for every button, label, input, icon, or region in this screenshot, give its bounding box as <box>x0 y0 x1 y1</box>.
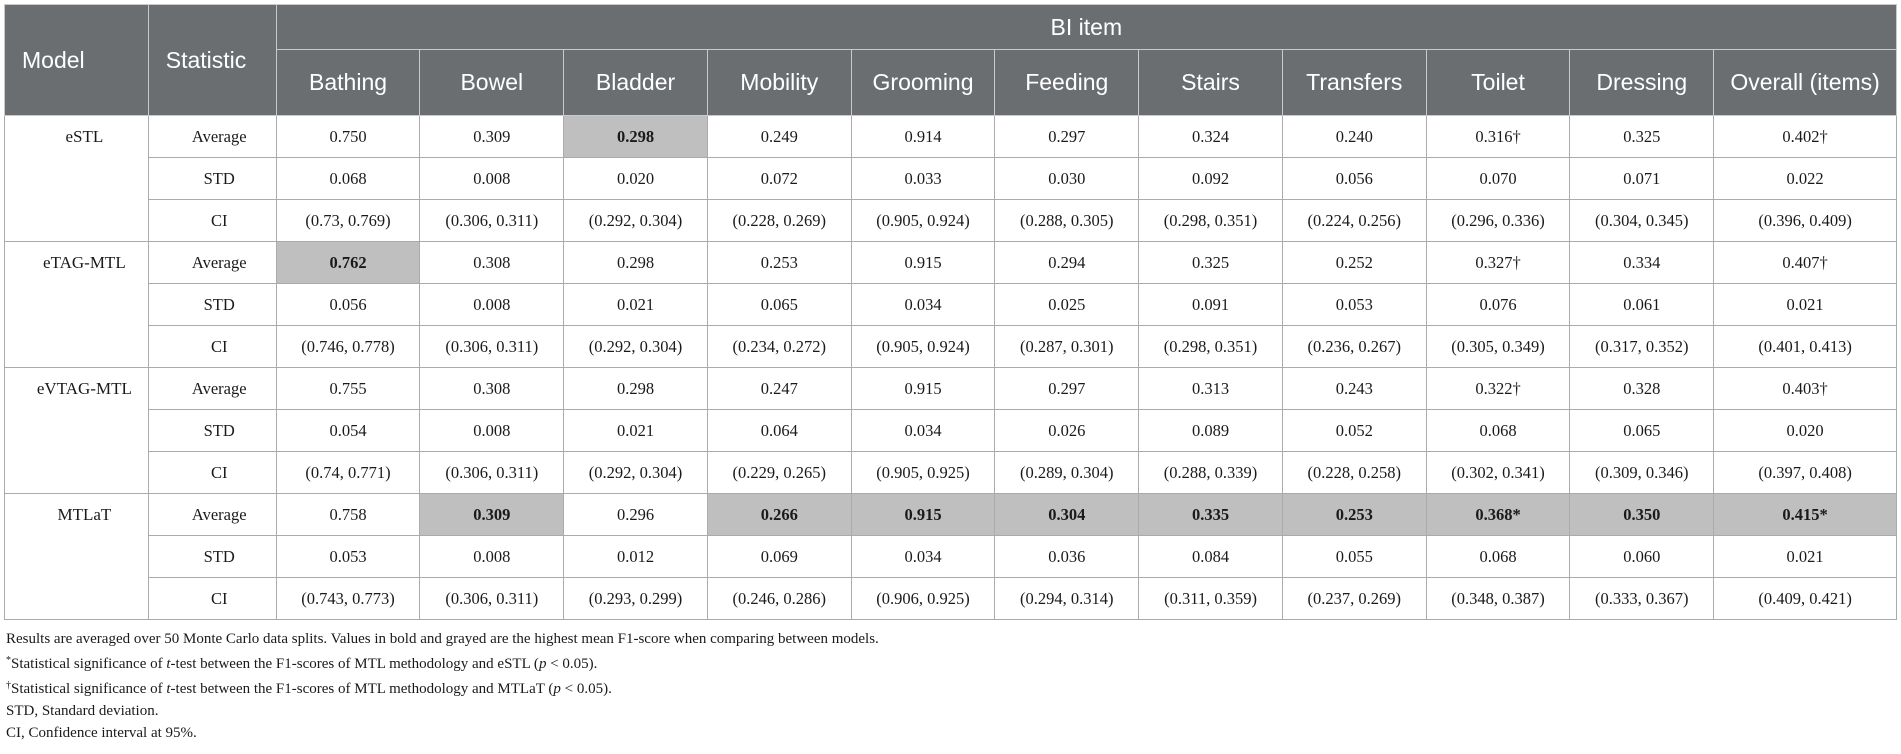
value-cell-best: 0.915 <box>851 494 995 536</box>
value-cell: (0.298, 0.351) <box>1139 326 1283 368</box>
column-header-bathing: Bathing <box>276 50 420 116</box>
column-header-bowel: Bowel <box>420 50 564 116</box>
value-cell: 0.308 <box>420 242 564 284</box>
column-header-stairs: Stairs <box>1139 50 1283 116</box>
column-header-bladder: Bladder <box>564 50 708 116</box>
header-row-columns <box>5 50 1897 116</box>
table-row <box>5 116 1897 158</box>
value-cell: (0.292, 0.304) <box>564 326 708 368</box>
value-cell: 0.030 <box>995 158 1139 200</box>
table-row <box>5 158 1897 200</box>
value-cell: 0.065 <box>1570 410 1714 452</box>
value-cell-best: 0.298 <box>564 116 708 158</box>
footnote-estl-significance: *Statistical significance of t-test between the F1-scores of MTL methodology and eSTL (p < 0.05). <box>6 655 598 672</box>
value-cell: 0.309 <box>420 116 564 158</box>
value-cell: 0.076 <box>1426 284 1570 326</box>
value-cell: (0.292, 0.304) <box>564 452 708 494</box>
value-cell: 0.750 <box>276 116 420 158</box>
value-cell: (0.304, 0.345) <box>1570 200 1714 242</box>
value-cell: 0.084 <box>1139 536 1283 578</box>
value-cell: (0.74, 0.771) <box>276 452 420 494</box>
value-cell: (0.236, 0.267) <box>1282 326 1426 368</box>
value-cell: 0.065 <box>707 284 851 326</box>
value-cell: (0.237, 0.269) <box>1282 578 1426 620</box>
value-cell-best: 0.309 <box>420 494 564 536</box>
value-cell: 0.026 <box>995 410 1139 452</box>
value-cell: 0.334 <box>1570 242 1714 284</box>
value-cell: (0.293, 0.299) <box>564 578 708 620</box>
value-cell: 0.008 <box>420 536 564 578</box>
statistic-cell: Average <box>148 368 276 410</box>
value-cell: (0.309, 0.346) <box>1570 452 1714 494</box>
value-cell: 0.249 <box>707 116 851 158</box>
statistic-cell: CI <box>148 200 276 242</box>
value-cell: 0.324 <box>1139 116 1283 158</box>
value-cell: 0.052 <box>1282 410 1426 452</box>
value-cell: (0.306, 0.311) <box>420 452 564 494</box>
statistic-cell: Average <box>148 116 276 158</box>
footnote-results: Results are averaged over 50 Monte Carlo data splits. Values in bold and grayed are the highest mean F1-score when comparing between models. <box>6 631 879 647</box>
value-cell: 0.308 <box>420 368 564 410</box>
value-cell: 0.755 <box>276 368 420 410</box>
value-cell: 0.068 <box>1426 410 1570 452</box>
value-cell: 0.021 <box>564 284 708 326</box>
statistic-cell: Average <box>148 242 276 284</box>
value-cell: 0.020 <box>564 158 708 200</box>
value-cell: (0.229, 0.265) <box>707 452 851 494</box>
value-cell: 0.060 <box>1570 536 1714 578</box>
value-cell-best: 0.350 <box>1570 494 1714 536</box>
value-cell: 0.056 <box>1282 158 1426 200</box>
value-cell: 0.068 <box>276 158 420 200</box>
value-cell: 0.243 <box>1282 368 1426 410</box>
footnote-std: STD, Standard deviation. <box>6 703 159 719</box>
table-row <box>5 242 1897 284</box>
value-cell: 0.021 <box>1714 284 1897 326</box>
value-cell: (0.287, 0.301) <box>995 326 1139 368</box>
value-cell: 0.240 <box>1282 116 1426 158</box>
value-cell: 0.021 <box>564 410 708 452</box>
column-header-grooming: Grooming <box>851 50 995 116</box>
value-cell: 0.247 <box>707 368 851 410</box>
value-cell: 0.092 <box>1139 158 1283 200</box>
value-cell: (0.905, 0.924) <box>851 200 995 242</box>
value-cell: (0.311, 0.359) <box>1139 578 1283 620</box>
column-header-toilet: Toilet <box>1426 50 1570 116</box>
statistic-cell: CI <box>148 578 276 620</box>
value-cell: (0.306, 0.311) <box>420 326 564 368</box>
value-cell: 0.034 <box>851 410 995 452</box>
value-cell: 0.296 <box>564 494 708 536</box>
statistic-cell: STD <box>148 158 276 200</box>
value-cell: (0.246, 0.286) <box>707 578 851 620</box>
value-cell: (0.228, 0.269) <box>707 200 851 242</box>
table-row <box>5 494 1897 536</box>
value-cell: 0.061 <box>1570 284 1714 326</box>
value-cell: (0.292, 0.304) <box>564 200 708 242</box>
column-header-overall-items: Overall (items) <box>1714 50 1897 116</box>
value-cell: (0.224, 0.256) <box>1282 200 1426 242</box>
value-cell: 0.034 <box>851 536 995 578</box>
value-cell: 0.064 <box>707 410 851 452</box>
value-cell: 0.036 <box>995 536 1139 578</box>
statistic-cell: CI <box>148 326 276 368</box>
value-cell-best: 0.266 <box>707 494 851 536</box>
value-cell: (0.302, 0.341) <box>1426 452 1570 494</box>
results-table <box>4 4 1897 620</box>
value-cell: 0.915 <box>851 242 995 284</box>
footnote-mtlat-significance: †Statistical significance of t-test between the F1-scores of MTL methodology and MTLaT (p < 0.05). <box>6 680 612 697</box>
value-cell: (0.317, 0.352) <box>1570 326 1714 368</box>
value-cell-best: 0.415* <box>1714 494 1897 536</box>
value-cell: 0.915 <box>851 368 995 410</box>
value-cell: 0.025 <box>995 284 1139 326</box>
value-cell: 0.089 <box>1139 410 1283 452</box>
value-cell: (0.288, 0.305) <box>995 200 1139 242</box>
value-cell: 0.020 <box>1714 410 1897 452</box>
model-column-header: Model <box>5 5 149 116</box>
statistic-cell: STD <box>148 410 276 452</box>
column-header-transfers: Transfers <box>1282 50 1426 116</box>
value-cell: (0.296, 0.336) <box>1426 200 1570 242</box>
value-cell: (0.333, 0.367) <box>1570 578 1714 620</box>
table-row <box>5 410 1897 452</box>
header-row-group <box>5 5 1897 50</box>
value-cell: 0.313 <box>1139 368 1283 410</box>
value-cell: 0.072 <box>707 158 851 200</box>
value-cell-best: 0.335 <box>1139 494 1283 536</box>
statistic-column-header: Statistic <box>148 5 276 116</box>
table-header <box>5 5 1897 116</box>
value-cell: (0.905, 0.924) <box>851 326 995 368</box>
value-cell: 0.054 <box>276 410 420 452</box>
table-body <box>5 116 1897 620</box>
value-cell: 0.297 <box>995 116 1139 158</box>
table-row <box>5 200 1897 242</box>
value-cell: (0.397, 0.408) <box>1714 452 1897 494</box>
value-cell: 0.022 <box>1714 158 1897 200</box>
value-cell: 0.253 <box>707 242 851 284</box>
table-row <box>5 326 1897 368</box>
column-header-mobility: Mobility <box>707 50 851 116</box>
value-cell: 0.325 <box>1570 116 1714 158</box>
value-cell: 0.053 <box>276 536 420 578</box>
value-cell: (0.743, 0.773) <box>276 578 420 620</box>
value-cell: 0.012 <box>564 536 708 578</box>
value-cell: (0.906, 0.925) <box>851 578 995 620</box>
value-cell: (0.234, 0.272) <box>707 326 851 368</box>
value-cell: 0.055 <box>1282 536 1426 578</box>
value-cell-best: 0.253 <box>1282 494 1426 536</box>
value-cell-best: 0.304 <box>995 494 1139 536</box>
model-name-cell: eTAG-MTL <box>5 242 149 368</box>
value-cell: (0.396, 0.409) <box>1714 200 1897 242</box>
value-cell: 0.914 <box>851 116 995 158</box>
value-cell: 0.069 <box>707 536 851 578</box>
value-cell: (0.746, 0.778) <box>276 326 420 368</box>
column-header-feeding: Feeding <box>995 50 1139 116</box>
value-cell: 0.071 <box>1570 158 1714 200</box>
value-cell-best: 0.762 <box>276 242 420 284</box>
value-cell: 0.316† <box>1426 116 1570 158</box>
value-cell: 0.068 <box>1426 536 1570 578</box>
value-cell: 0.008 <box>420 284 564 326</box>
value-cell: 0.403† <box>1714 368 1897 410</box>
value-cell: 0.407† <box>1714 242 1897 284</box>
value-cell: (0.294, 0.314) <box>995 578 1139 620</box>
value-cell: 0.033 <box>851 158 995 200</box>
value-cell: (0.73, 0.769) <box>276 200 420 242</box>
value-cell: (0.905, 0.925) <box>851 452 995 494</box>
statistic-cell: Average <box>148 494 276 536</box>
value-cell: 0.298 <box>564 368 708 410</box>
model-name-cell: MTLaT <box>5 494 149 620</box>
value-cell: 0.325 <box>1139 242 1283 284</box>
value-cell: (0.306, 0.311) <box>420 200 564 242</box>
value-cell: 0.758 <box>276 494 420 536</box>
table-row <box>5 536 1897 578</box>
value-cell: 0.056 <box>276 284 420 326</box>
value-cell: 0.294 <box>995 242 1139 284</box>
table-footnotes <box>6 628 879 744</box>
value-cell: (0.409, 0.421) <box>1714 578 1897 620</box>
statistic-cell: CI <box>148 452 276 494</box>
value-cell: (0.289, 0.304) <box>995 452 1139 494</box>
value-cell: 0.070 <box>1426 158 1570 200</box>
value-cell: (0.348, 0.387) <box>1426 578 1570 620</box>
value-cell: 0.053 <box>1282 284 1426 326</box>
statistic-cell: STD <box>148 536 276 578</box>
value-cell-best: 0.368* <box>1426 494 1570 536</box>
value-cell: 0.008 <box>420 410 564 452</box>
model-name-cell: eVTAG-MTL <box>5 368 149 494</box>
value-cell: (0.288, 0.339) <box>1139 452 1283 494</box>
value-cell: (0.306, 0.311) <box>420 578 564 620</box>
statistic-cell: STD <box>148 284 276 326</box>
table-row <box>5 578 1897 620</box>
value-cell: 0.008 <box>420 158 564 200</box>
column-header-dressing: Dressing <box>1570 50 1714 116</box>
table-row <box>5 284 1897 326</box>
value-cell: 0.322† <box>1426 368 1570 410</box>
value-cell: 0.252 <box>1282 242 1426 284</box>
model-name-cell: eSTL <box>5 116 149 242</box>
value-cell: 0.021 <box>1714 536 1897 578</box>
table-row <box>5 368 1897 410</box>
value-cell: (0.401, 0.413) <box>1714 326 1897 368</box>
table-row <box>5 452 1897 494</box>
value-cell: (0.228, 0.258) <box>1282 452 1426 494</box>
results-table-container <box>4 4 1897 620</box>
bi-item-group-header: BI item <box>276 5 1896 50</box>
value-cell: 0.328 <box>1570 368 1714 410</box>
footnote-ci: CI, Confidence interval at 95%. <box>6 725 197 741</box>
value-cell: 0.327† <box>1426 242 1570 284</box>
value-cell: (0.305, 0.349) <box>1426 326 1570 368</box>
value-cell: 0.091 <box>1139 284 1283 326</box>
value-cell: 0.402† <box>1714 116 1897 158</box>
value-cell: (0.298, 0.351) <box>1139 200 1283 242</box>
value-cell: 0.034 <box>851 284 995 326</box>
value-cell: 0.298 <box>564 242 708 284</box>
value-cell: 0.297 <box>995 368 1139 410</box>
